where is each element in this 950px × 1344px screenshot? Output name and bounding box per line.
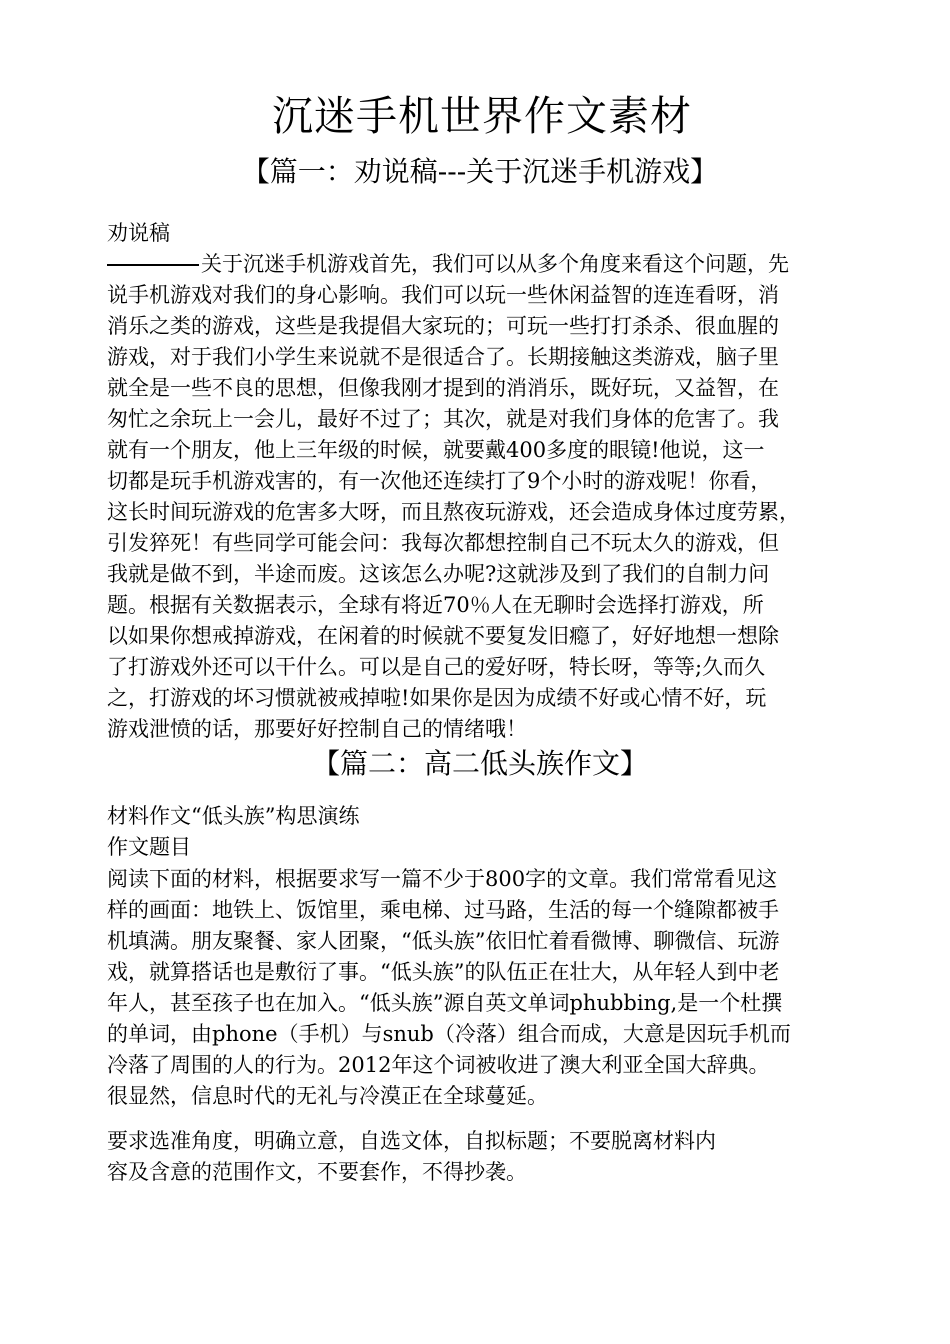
body-line: 了打游戏外还可以干什么。可以是自己的爱好呀，特长呀，等等;久而久 <box>107 655 766 679</box>
section-1-first-line <box>107 249 789 279</box>
section-1-heading: 【篇一：劝说稿---关于沉迷手机游戏】 <box>241 155 719 188</box>
document-title: 沉迷手机世界作文素材 <box>272 92 692 140</box>
requirement-line: 要求选准角度，明确立意，自选文体，自拟标题；不要脱离材料内 <box>107 1129 716 1153</box>
body-line: 就全是一些不良的思想，但像我刚才提到的消消乐，既好玩，又益智，在 <box>107 376 779 400</box>
body-line: 我就是做不到，半途而废。这该怎么办呢?这就涉及到了我们的自制力问 <box>107 562 770 586</box>
body-line: 消乐之类的游戏，这些是我提倡大家玩的；可玩一些打打杀杀、很血腥的 <box>107 314 779 338</box>
requirement-line: 容及含意的范围作文，不要套作，不得抄袭。 <box>107 1160 527 1184</box>
body-line: 游戏泄愤的话，那要好好控制自己的情绪哦！ <box>107 717 527 741</box>
body-line: 关于沉迷手机游戏首先，我们可以从多个角度来看这个问题，先 <box>201 252 789 276</box>
body-line: 引发猝死！有些同学可能会问：我每次都想控制自己不玩太久的游戏，但 <box>107 531 779 555</box>
body-line: 的单词，由phone（手机）与snub（冷落）组合而成，大意是因玩手机而 <box>107 1022 791 1046</box>
body-line: 样的画面：地铁上、饭馆里，乘电梯、过马路，生活的每一个缝隙都被手 <box>107 898 779 922</box>
section-2-label: 作文题目 <box>107 835 191 859</box>
body-line: 之，打游戏的坏习惯就被戒掉啦!如果你是因为成绩不好或心情不好，玩 <box>107 686 767 710</box>
body-line: 阅读下面的材料，根据要求写一篇不少于800字的文章。我们常常看见这 <box>107 867 778 891</box>
section-2-heading: 【篇二：高二低头族作文】 <box>311 747 648 780</box>
body-line: 题。根据有关数据表示，全球有将近70％人在无聊时会选择打游戏，所 <box>107 593 764 617</box>
dash-rule <box>107 264 199 266</box>
body-line: 戏，就算搭话也是敷衍了事。“低头族”的队伍正在壮大，从年轻人到中老 <box>107 960 780 984</box>
body-line: 匆忙之余玩上一会儿，最好不过了；其次，就是对我们身体的危害了。我 <box>107 407 779 431</box>
body-line: 说手机游戏对我们的身心影响。我们可以玩一些休闲益智的连连看呀，消 <box>107 283 779 307</box>
body-line: 年人，甚至孩子也在加入。“低头族”源自英文单词phubbing,是一个杜撰 <box>107 991 783 1015</box>
section-1-label: 劝说稿 <box>107 221 170 245</box>
body-line: 以如果你想戒掉游戏，在闲着的时候就不要复发旧瘾了，好好地想一想除 <box>107 624 779 648</box>
body-line: 这长时间玩游戏的危害多大呀，而且熬夜玩游戏，还会造成身体过度劳累， <box>107 500 800 524</box>
body-line: 切都是玩手机游戏害的，有一次他还连续打了9个小时的游戏呢！你看， <box>107 469 772 493</box>
body-line: 就有一个朋友，他上三年级的时候，就要戴400多度的眼镜!他说，这一 <box>107 438 765 462</box>
body-line: 机填满。朋友聚餐、家人团聚，“低头族”依旧忙着看微博、聊微信、玩游 <box>107 929 780 953</box>
section-2-subtitle: 材料作文“低头族”构思演练 <box>107 804 360 828</box>
body-line: 冷落了周围的人的行为。2012年这个词被收进了澳大利亚全国大辞典。 <box>107 1053 770 1077</box>
body-line: 很显然，信息时代的无礼与冷漠正在全球蔓延。 <box>107 1084 548 1108</box>
body-line: 游戏，对于我们小学生来说就不是很适合了。长期接触这类游戏，脑子里 <box>107 345 779 369</box>
